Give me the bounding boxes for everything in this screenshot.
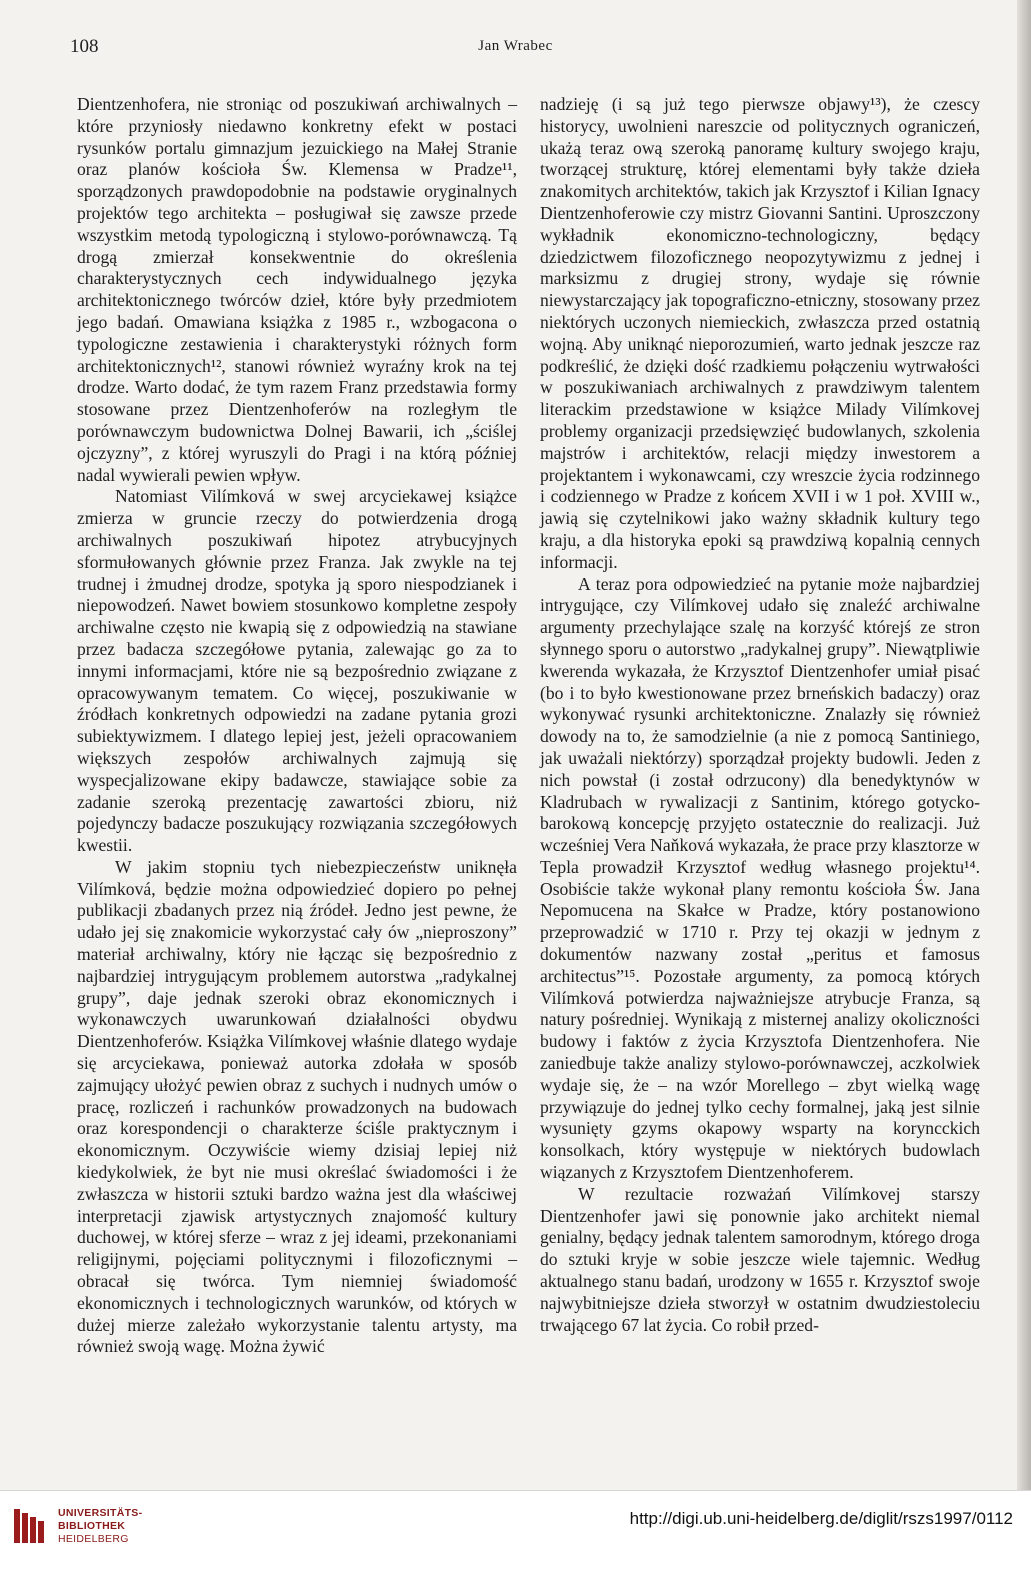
source-url-link[interactable]: http://digi.ub.uni-heidelberg.de/diglit/rszs1997/0112 xyxy=(629,1509,1013,1528)
library-footer xyxy=(0,1490,1031,1579)
page-number: 108 xyxy=(70,36,99,57)
running-head: Jan Wrabec xyxy=(478,38,553,54)
left-column xyxy=(77,94,517,1358)
right-column xyxy=(540,94,980,1336)
paragraph: W jakim stopniu tych niebezpieczeństw uniknęła Vilímková, będzie można odpowiedzieć dopiero po pełnej publikacji zbadanych przez nią źródeł. Jedno jest pewne, że udało jej się znakomicie wykorzystać cały ów „nieproszony” materiał archiwalny, który nie łącząc się bezpośrednio z najbardziej intrygującym problemem autorstwa „radykalnej grupy”, daje jednak szeroki obraz ekonomicznych i wykonawczych uwarunkowań działalności obydwu Dientzenhoferów. Książka Vilímkovej właśnie dlatego wydaje się arcyciekawa, ponieważ autorka zdołała w sposób zajmujący ułożyć pewien obraz z suchych i nudnych umów o pracę, rozliczeń i rachunków prowadzonych na budowach oraz korespondencji o charakterze ściśle praktycznym i ekonomicznym. Oczywiście wiemy dzisiaj lepiej niż kiedykolwiek, że byt nie musi określać świadomości i że zwłaszcza w historii sztuki bardzo ważna jest dla właściwej interpretacji zjawisk artystycznych znajomość kultury duchowej, w której sferze – wraz z jej ideami, przekonaniami religijnymi, pojęciami politycznymi i filozoficznymi – obracał się twórca. Tym niemniej świadomość ekonomicznych i technologicznych warunków, od których w dużej mierze zależało wykorzystanie talentu artysty, ma również swoją wagę. Można żywić xyxy=(77,856,517,1357)
page-edge-shadow xyxy=(1017,0,1031,1490)
page-header xyxy=(0,36,1031,60)
paragraph: Dientzenhofera, nie stroniąc od poszukiwań archiwalnych – które przyniosły niedawno konkretny efekt w postaci rysunków portalu gimnazjum jezuickiego na Małej Stranie oraz planów kościoła Św. Klemensa w Pradze¹¹, sporządzonych prawdopodobnie na podstawie oryginalnych projektów tego architekta – posługiwał się zawsze przede wszystkim metodą typologiczną i stylowo-porównawczą. Tą drogą zmierzał konsekwentnie do określenia charakterystycznych cech indywidualnego języka architektonicznego twórców dzieł, które były przedmiotem jego badań. Omawiana książka z 1985 r., wzbogacona o typologiczne zestawienia i charakterystyki różnych form architektonicznych¹², stanowi również wyraźny krok na tej drodze. Warto dodać, że tym razem Franz przedstawia formy stosowane przez Dientzenhoferów na rozległym tle porównawczym budownictwa Dolnej Bawarii, ich „ściślej ojczyzny”, z której wyruszyli do Pragi i na którą później nadal wywierali pewien wpływ. xyxy=(77,94,517,485)
logo-text-line: BIBLIOTHEK xyxy=(58,1520,126,1532)
paragraph: Natomiast Vilímková w swej arcyciekawej książce zmierza w gruncie rzeczy do potwierdzenia drogą archiwalnych poszukiwań hipotez atrybucyjnych sformułowanych głównie przez Franza. Jak zwykle na tej trudnej i żmudnej drodze, spotyka ją sporo niespodzianek i niepowodzeń. Nawet bowiem stosunkowo kompletne zespoły archiwalne często nie kwapią się z odpowiedzią na stawiane przez badacza szczegółowe pytania, zalewając go za to innymi informacjami, które nie są bezpośrednio związane z opracowywanym tematem. Co więcej, poszukiwanie w źródłach konkretnych odpowiedzi na zadane pytania grozi subiektywizmem. I dlatego lepiej jest, jeżeli opracowaniem większych zespołów archiwalnych zajmują się wyspecjalizowane ekipy badawcze, stawiające sobie za zadanie szeroką prezentację zawartości zbioru, niż pojedynczy badacze poszukujący rozwiązania szczegółowych kwestii. xyxy=(77,486,517,856)
library-logo-icon xyxy=(12,1505,48,1547)
paragraph: A teraz pora odpowiedzieć na pytanie może najbardziej intrygujące, czy Vilímkovej udało się znaleźć archiwalne argumenty przechylające szalę na korzyść którejś ze stron słynnego sporu o autorstwo „radykalnej grupy”. Niewątpliwie kwerenda wykazała, że Krzysztof Dientzenhofer umiał pisać (bo i to było kwestionowane przez brneńskich badaczy) oraz wykonywać rysunki architektoniczne. Znalazły się również dowody na to, że samodzielnie (a nie z pomocą Santiniego, jak uważali niektórzy) sporządzał projekty budowli. Jeden z nich powstał (i został odrzucony) dla benedyktynów w Kladrubach w rywalizacji z Santinim, którego gotycko-barokową koncepcję przyjęto ostatecznie do realizacji. Już wcześniej Vera Naňková wykazała, że prace przy klasztorze w Tepla prowadził Krzysztof według własnego projektu¹⁴. Osobiście także wykonał plany remontu kościoła Św. Jana Nepomucena na Skałce w Pradze, który postanowiono przeprowadzić w 1710 r. Przy tej okazji w jednym z dokumentów nazwany został „peritus et famosus architectus”¹⁵. Pozostałe argumenty, za pomocą których Vilímková potwierdza najważniejsze atrybucje Franza, są natury pośredniej. Wynikają z misternej analizy okoliczności budowy i faktów z życia Krzysztofa Dientzenhofera. Nie zaniedbuje także analizy stylowo-porównawczej, aczkolwiek wydaje się, że – na wzór Morellego – zbyt wielką wagę przywiązuje do jednej tylko cechy formalnej, jaką jest silnie wysunięty gzyms okapowy wsparty na koryncckich konsolkach, który występuje w niektórych budowlach wiązanych z Krzysztofem Dientzenhoferem. xyxy=(540,573,980,1183)
logo-text-line: HEIDELBERG xyxy=(58,1533,129,1545)
logo-text-line: UNIVERSITÄTS- xyxy=(58,1507,143,1519)
paragraph: nadzieję (i są już tego pierwsze objawy¹³), że czescy historycy, uwolnieni nareszcie od politycznych ograniczeń, ukażą teraz ową szeroką panoramę kultury swojego kraju, tworzącej strukturę, której elementami były także dzieła znakomitych architektów, takich jak Krzysztof i Kilian Ignacy Dientzenhoferowie czy mistrz Giovanni Santini. Uproszczony wykładnik ekonomiczno-technologiczny, będący dziedzictwem filozoficznego neopozytywizmu z jednej i marksizmu z drugiej strony, wydaje się równie niewystarczający jak topograficzno-etniczny, stosowany przez niektórych uczonych niemieckich, zwłaszcza przed ostatnią wojną. Aby uniknąć nieporozumień, warto jednak jeszcze raz podkreślić, że dzięki dość rzadkiemu połączeniu wytrwałości w poszukiwaniach archiwalnych z prawdziwym talentem literackim przedstawione w książce Milady Vilímkovej problemy organizacji przedsięwzięć budowlanych, szkolenia majstrów i architektów, relacji między inwestorem a projektantem i wykonawcami, czy wreszcie życia rodzinnego i codziennego w Pradze z końcem XVII i w 1 poł. XVIII w., jawią się czytelnikowi jako ważny składnik kultury tego kraju, a dla historyka epoki są prawdziwą kopalnią cennych informacji. xyxy=(540,94,980,572)
paragraph: W rezultacie rozważań Vilímkovej starszy Dientzenhofer jawi się ponownie jako architekt niemal genialny, będący jednak talentem samorodnym, którego droga do sztuki kryje w sobie jeszcze wiele tajemnic. Według aktualnego stanu badań, urodzony w 1655 r. Krzysztof swoje najwybitniejsze dzieła stworzył w ostatnim dwudziestoleciu trwającego 67 lat życia. Co robił przed- xyxy=(540,1183,980,1335)
